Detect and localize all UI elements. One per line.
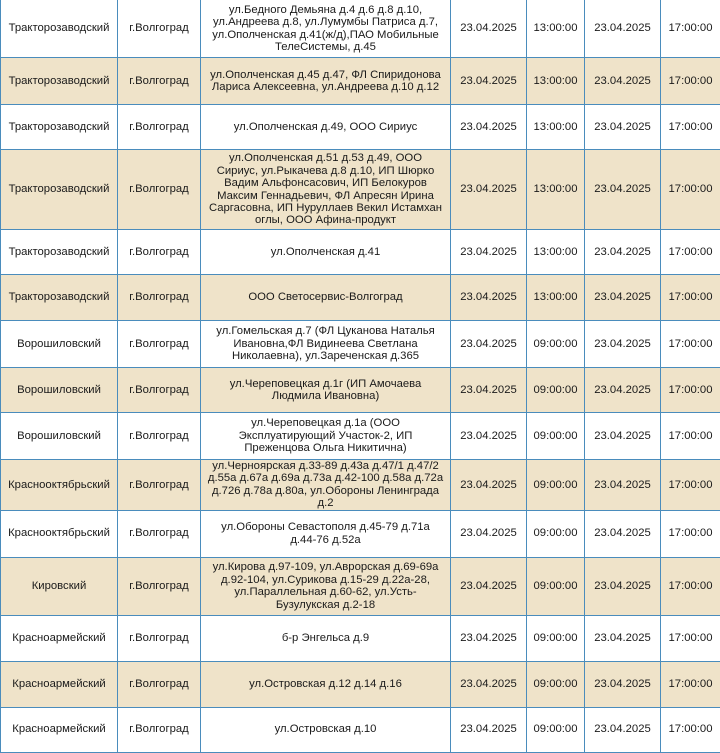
end-time-cell: 17:00:00 [661,0,720,58]
start-date-cell: 23.04.2025 [451,413,527,460]
end-time-cell: 17:00:00 [661,557,720,615]
table-body [1,0,720,752]
table-row [1,615,720,661]
district-cell: Кировский [1,557,118,615]
end-time-cell: 17:00:00 [661,58,720,105]
start-time-cell: 09:00:00 [527,615,585,661]
end-time-cell: 17:00:00 [661,460,720,511]
start-time-cell: 13:00:00 [527,0,585,58]
city-cell: г.Волгоград [118,557,201,615]
district-cell: Тракторозаводский [1,0,118,58]
table-row [1,150,720,230]
start-date-cell: 23.04.2025 [451,105,527,150]
address-cell: ул.Ополченская д.49, ООО Сириус [201,105,451,150]
start-date-cell: 23.04.2025 [451,615,527,661]
start-time-cell: 13:00:00 [527,58,585,105]
address-cell: ул.Бедного Демьяна д.4 д.6 д.8 д.10, ул.Андреева д.8, ул.Лумумбы Патриса д.7, ул.Ополченская д.41(ж/д),ПАО Мобильные ТелеСистемы, д.45 [201,0,451,58]
start-date-cell: 23.04.2025 [451,661,527,707]
end-date-cell: 23.04.2025 [585,150,661,230]
city-cell: г.Волгоград [118,615,201,661]
end-date-cell: 23.04.2025 [585,707,661,752]
city-cell: г.Волгоград [118,105,201,150]
end-time-cell: 17:00:00 [661,413,720,460]
table-row [1,368,720,413]
city-cell: г.Волгоград [118,58,201,105]
end-date-cell: 23.04.2025 [585,58,661,105]
address-cell: ООО Светосервис-Волгоград [201,275,451,321]
address-cell: ул.Ополченская д.41 [201,230,451,275]
city-cell: г.Волгоград [118,661,201,707]
city-cell: г.Волгоград [118,0,201,58]
district-cell: Красноармейский [1,615,118,661]
start-date-cell: 23.04.2025 [451,460,527,511]
start-time-cell: 09:00:00 [527,707,585,752]
start-time-cell: 09:00:00 [527,368,585,413]
end-date-cell: 23.04.2025 [585,230,661,275]
end-time-cell: 17:00:00 [661,707,720,752]
end-time-cell: 17:00:00 [661,368,720,413]
address-cell: ул.Череповецкая д.1а (ООО Эксплуатирующий Участок-2, ИП Преженцова Ольга Никитична) [201,413,451,460]
address-cell: ул.Ополченская д.51 д.53 д.49, ООО Сириус, ул.Рыкачева д.8 д.10, ИП Шюрко Вадим Альфонсасович, ИП Белокуров Максим Геннадьевич, ФЛ Апресян Ирина Саргасовна, ИП Нуруллаев Векил Истамхан оглы, ООО Афина-продукт [201,150,451,230]
address-cell: ул.Гомельская д.7 (ФЛ Цуканова Наталья Ивановна,ФЛ Видинеева Светлана Николаевна), ул.Зареченская д.365 [201,321,451,368]
city-cell: г.Волгоград [118,707,201,752]
table-row [1,105,720,150]
table-row [1,413,720,460]
district-cell: Ворошиловский [1,321,118,368]
table-row [1,58,720,105]
end-date-cell: 23.04.2025 [585,615,661,661]
start-date-cell: 23.04.2025 [451,321,527,368]
table-row [1,321,720,368]
end-date-cell: 23.04.2025 [585,557,661,615]
start-time-cell: 13:00:00 [527,275,585,321]
start-time-cell: 09:00:00 [527,460,585,511]
start-time-cell: 13:00:00 [527,230,585,275]
district-cell: Тракторозаводский [1,58,118,105]
table-row [1,510,720,557]
address-cell: б-р Энгельса д.9 [201,615,451,661]
district-cell: Ворошиловский [1,368,118,413]
district-cell: Тракторозаводский [1,150,118,230]
city-cell: г.Волгоград [118,368,201,413]
start-date-cell: 23.04.2025 [451,275,527,321]
start-time-cell: 09:00:00 [527,413,585,460]
end-date-cell: 23.04.2025 [585,275,661,321]
start-date-cell: 23.04.2025 [451,707,527,752]
table-row [1,661,720,707]
end-date-cell: 23.04.2025 [585,510,661,557]
end-date-cell: 23.04.2025 [585,105,661,150]
table-row [1,0,720,58]
address-cell: ул.Ополченская д.45 д.47, ФЛ Спиридонова Лариса Алексеевна, ул.Андреева д.10 д.12 [201,58,451,105]
start-date-cell: 23.04.2025 [451,230,527,275]
end-date-cell: 23.04.2025 [585,368,661,413]
end-time-cell: 17:00:00 [661,105,720,150]
address-cell: ул.Островская д.12 д.14 д.16 [201,661,451,707]
address-cell: ул.Черноярская д.33-89 д.43а д.47/1 д.47/2 д.55а д.67а д.69а д.73а д.42-100 д.58а д.72а д.726 д.78а д.80а, ул.Обороны Ленинграда д.2 [201,460,451,511]
city-cell: г.Волгоград [118,413,201,460]
address-cell: ул.Островская д.10 [201,707,451,752]
district-cell: Ворошиловский [1,413,118,460]
start-time-cell: 09:00:00 [527,510,585,557]
address-cell: ул.Обороны Севастополя д.45-79 д.71а д.44-76 д.52а [201,510,451,557]
city-cell: г.Волгоград [118,321,201,368]
start-date-cell: 23.04.2025 [451,58,527,105]
start-date-cell: 23.04.2025 [451,510,527,557]
end-time-cell: 17:00:00 [661,321,720,368]
city-cell: г.Волгоград [118,150,201,230]
table-row [1,707,720,752]
start-time-cell: 13:00:00 [527,105,585,150]
district-cell: Тракторозаводский [1,230,118,275]
end-time-cell: 17:00:00 [661,275,720,321]
district-cell: Краснооктябрьский [1,460,118,511]
address-cell: ул.Кирова д.97-109, ул.Аврорская д.69-69а д.92-104, ул.Сурикова д.15-29 д.22а-28, ул.Параллельная д.60-62, ул.Усть-Бузулукская д.2-18 [201,557,451,615]
start-date-cell: 23.04.2025 [451,557,527,615]
district-cell: Тракторозаводский [1,275,118,321]
table-row [1,230,720,275]
end-date-cell: 23.04.2025 [585,460,661,511]
start-date-cell: 23.04.2025 [451,150,527,230]
city-cell: г.Волгоград [118,230,201,275]
start-date-cell: 23.04.2025 [451,0,527,58]
table-row [1,275,720,321]
address-cell: ул.Череповецкая д.1г (ИП Амочаева Людмила Ивановна) [201,368,451,413]
start-time-cell: 09:00:00 [527,321,585,368]
end-date-cell: 23.04.2025 [585,413,661,460]
district-cell: Краснооктябрьский [1,510,118,557]
start-time-cell: 09:00:00 [527,661,585,707]
end-time-cell: 17:00:00 [661,510,720,557]
table-row [1,460,720,511]
start-time-cell: 13:00:00 [527,150,585,230]
table-row [1,557,720,615]
city-cell: г.Волгоград [118,275,201,321]
start-date-cell: 23.04.2025 [451,368,527,413]
end-date-cell: 23.04.2025 [585,0,661,58]
end-date-cell: 23.04.2025 [585,661,661,707]
city-cell: г.Волгоград [118,510,201,557]
end-date-cell: 23.04.2025 [585,321,661,368]
end-time-cell: 17:00:00 [661,661,720,707]
district-cell: Красноармейский [1,707,118,752]
start-time-cell: 09:00:00 [527,557,585,615]
city-cell: г.Волгоград [118,460,201,511]
end-time-cell: 17:00:00 [661,150,720,230]
district-cell: Тракторозаводский [1,105,118,150]
end-time-cell: 17:00:00 [661,230,720,275]
district-cell: Красноармейский [1,661,118,707]
end-time-cell: 17:00:00 [661,615,720,661]
